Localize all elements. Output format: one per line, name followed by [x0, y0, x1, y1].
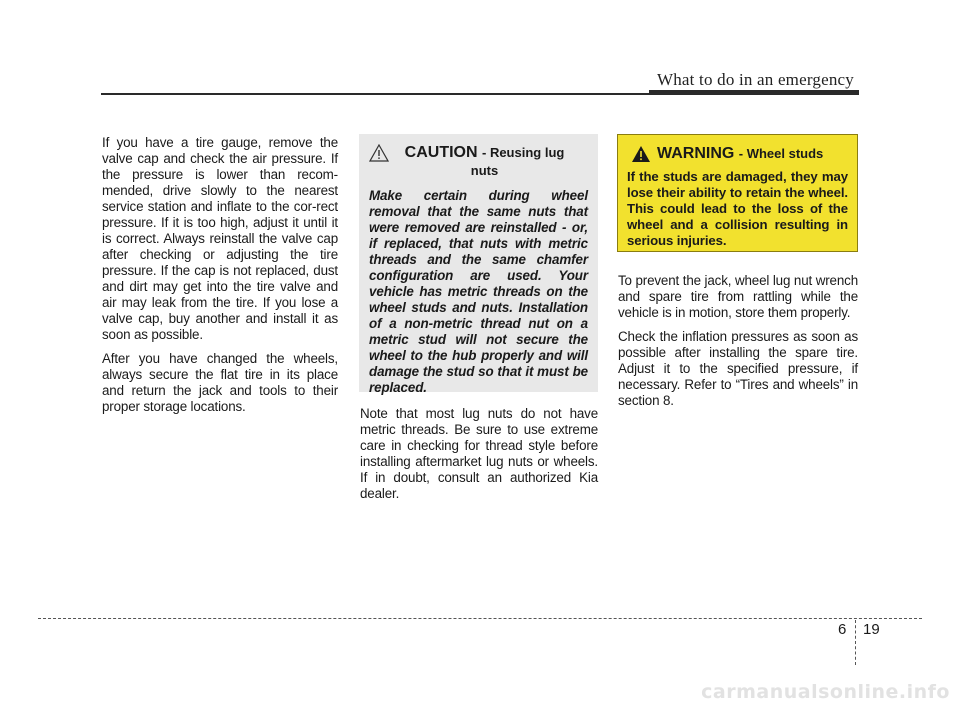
caution-title: [395, 144, 574, 180]
section-title: What to do in an emergency: [656, 70, 854, 89]
warning-body: If the studs are damaged, they may lose their ability to retain the wheel. This could lead to the loss of the wheel and a collision resulting in serious injuries.: [627, 169, 848, 248]
footer-rule: [38, 618, 922, 619]
column-middle: [360, 406, 598, 510]
caution-body: Make certain during wheel removal that the same nuts that were removed are reinstalled - or, if replaced, that nuts with metric threads and the same chamfer configuration are used. Your vehicle has metric threads on the wheel studs and nuts. Installation of a non-metric thread nut on a metric stud will not secure the wheel to the hub properly and will damage the stud so that it must be replaced.: [369, 188, 588, 395]
column-right: [618, 273, 858, 417]
caution-subtitle: - Reusing lug nuts: [470, 145, 565, 178]
watermark: carmanualsonline.info: [701, 681, 950, 703]
chapter-number: 6: [838, 621, 847, 638]
paragraph-store-jack: To prevent the jack, wheel lug nut wrench and spare tire from rattling while the vehicle is in motion, store them properly.: [618, 273, 858, 320]
paragraph-tire-gauge: If you have a tire gauge, remove the valve cap and check the air pressure. If the pressure is lower than recom-mended, drive slowly to the nearest service station and inflate to the cor-rect pressure. If it is too high, adjust it until it is correct. Always reinstall the valve cap after checking or adjusting the tire pressure. If the cap is not replaced, dust and dirt may get into the tire valve and air may leak from the tire. If you lose a valve cap, buy another and install it as soon as possible.: [102, 135, 338, 342]
caution-label: CAUTION: [404, 144, 478, 161]
caution-box: [359, 134, 598, 395]
column-left: [102, 135, 338, 423]
warning-label: WARNING: [657, 145, 735, 162]
header-rule-accent: [649, 90, 859, 95]
page-number-divider: [855, 620, 856, 665]
page-number: 19: [863, 621, 880, 638]
warning-header: [631, 145, 848, 163]
warning-triangle-icon: [369, 144, 389, 162]
warning-triangle-icon: [631, 145, 651, 163]
warning-title: [657, 145, 823, 163]
warning-box: [617, 134, 858, 252]
warning-subtitle: - Wheel studs: [738, 146, 824, 161]
paragraph-secure-flat-tire: After you have changed the wheels, always secure the flat tire in its place and return the jack and tools to their proper storage locations.: [102, 351, 338, 414]
paragraph-metric-threads: Note that most lug nuts do not have metric threads. Be sure to use extreme care in checking for thread style before installing aftermarket lug nuts or wheels. If in doubt, consult an authorized Kia dealer.: [360, 406, 598, 501]
paragraph-inflation-pressure: Check the inflation pressures as soon as possible after installing the spare tire. Adjust it to the specified pressure, if necessary. Refer to “Tires and wheels” in section 8.: [618, 329, 858, 408]
caution-header: [369, 144, 588, 180]
